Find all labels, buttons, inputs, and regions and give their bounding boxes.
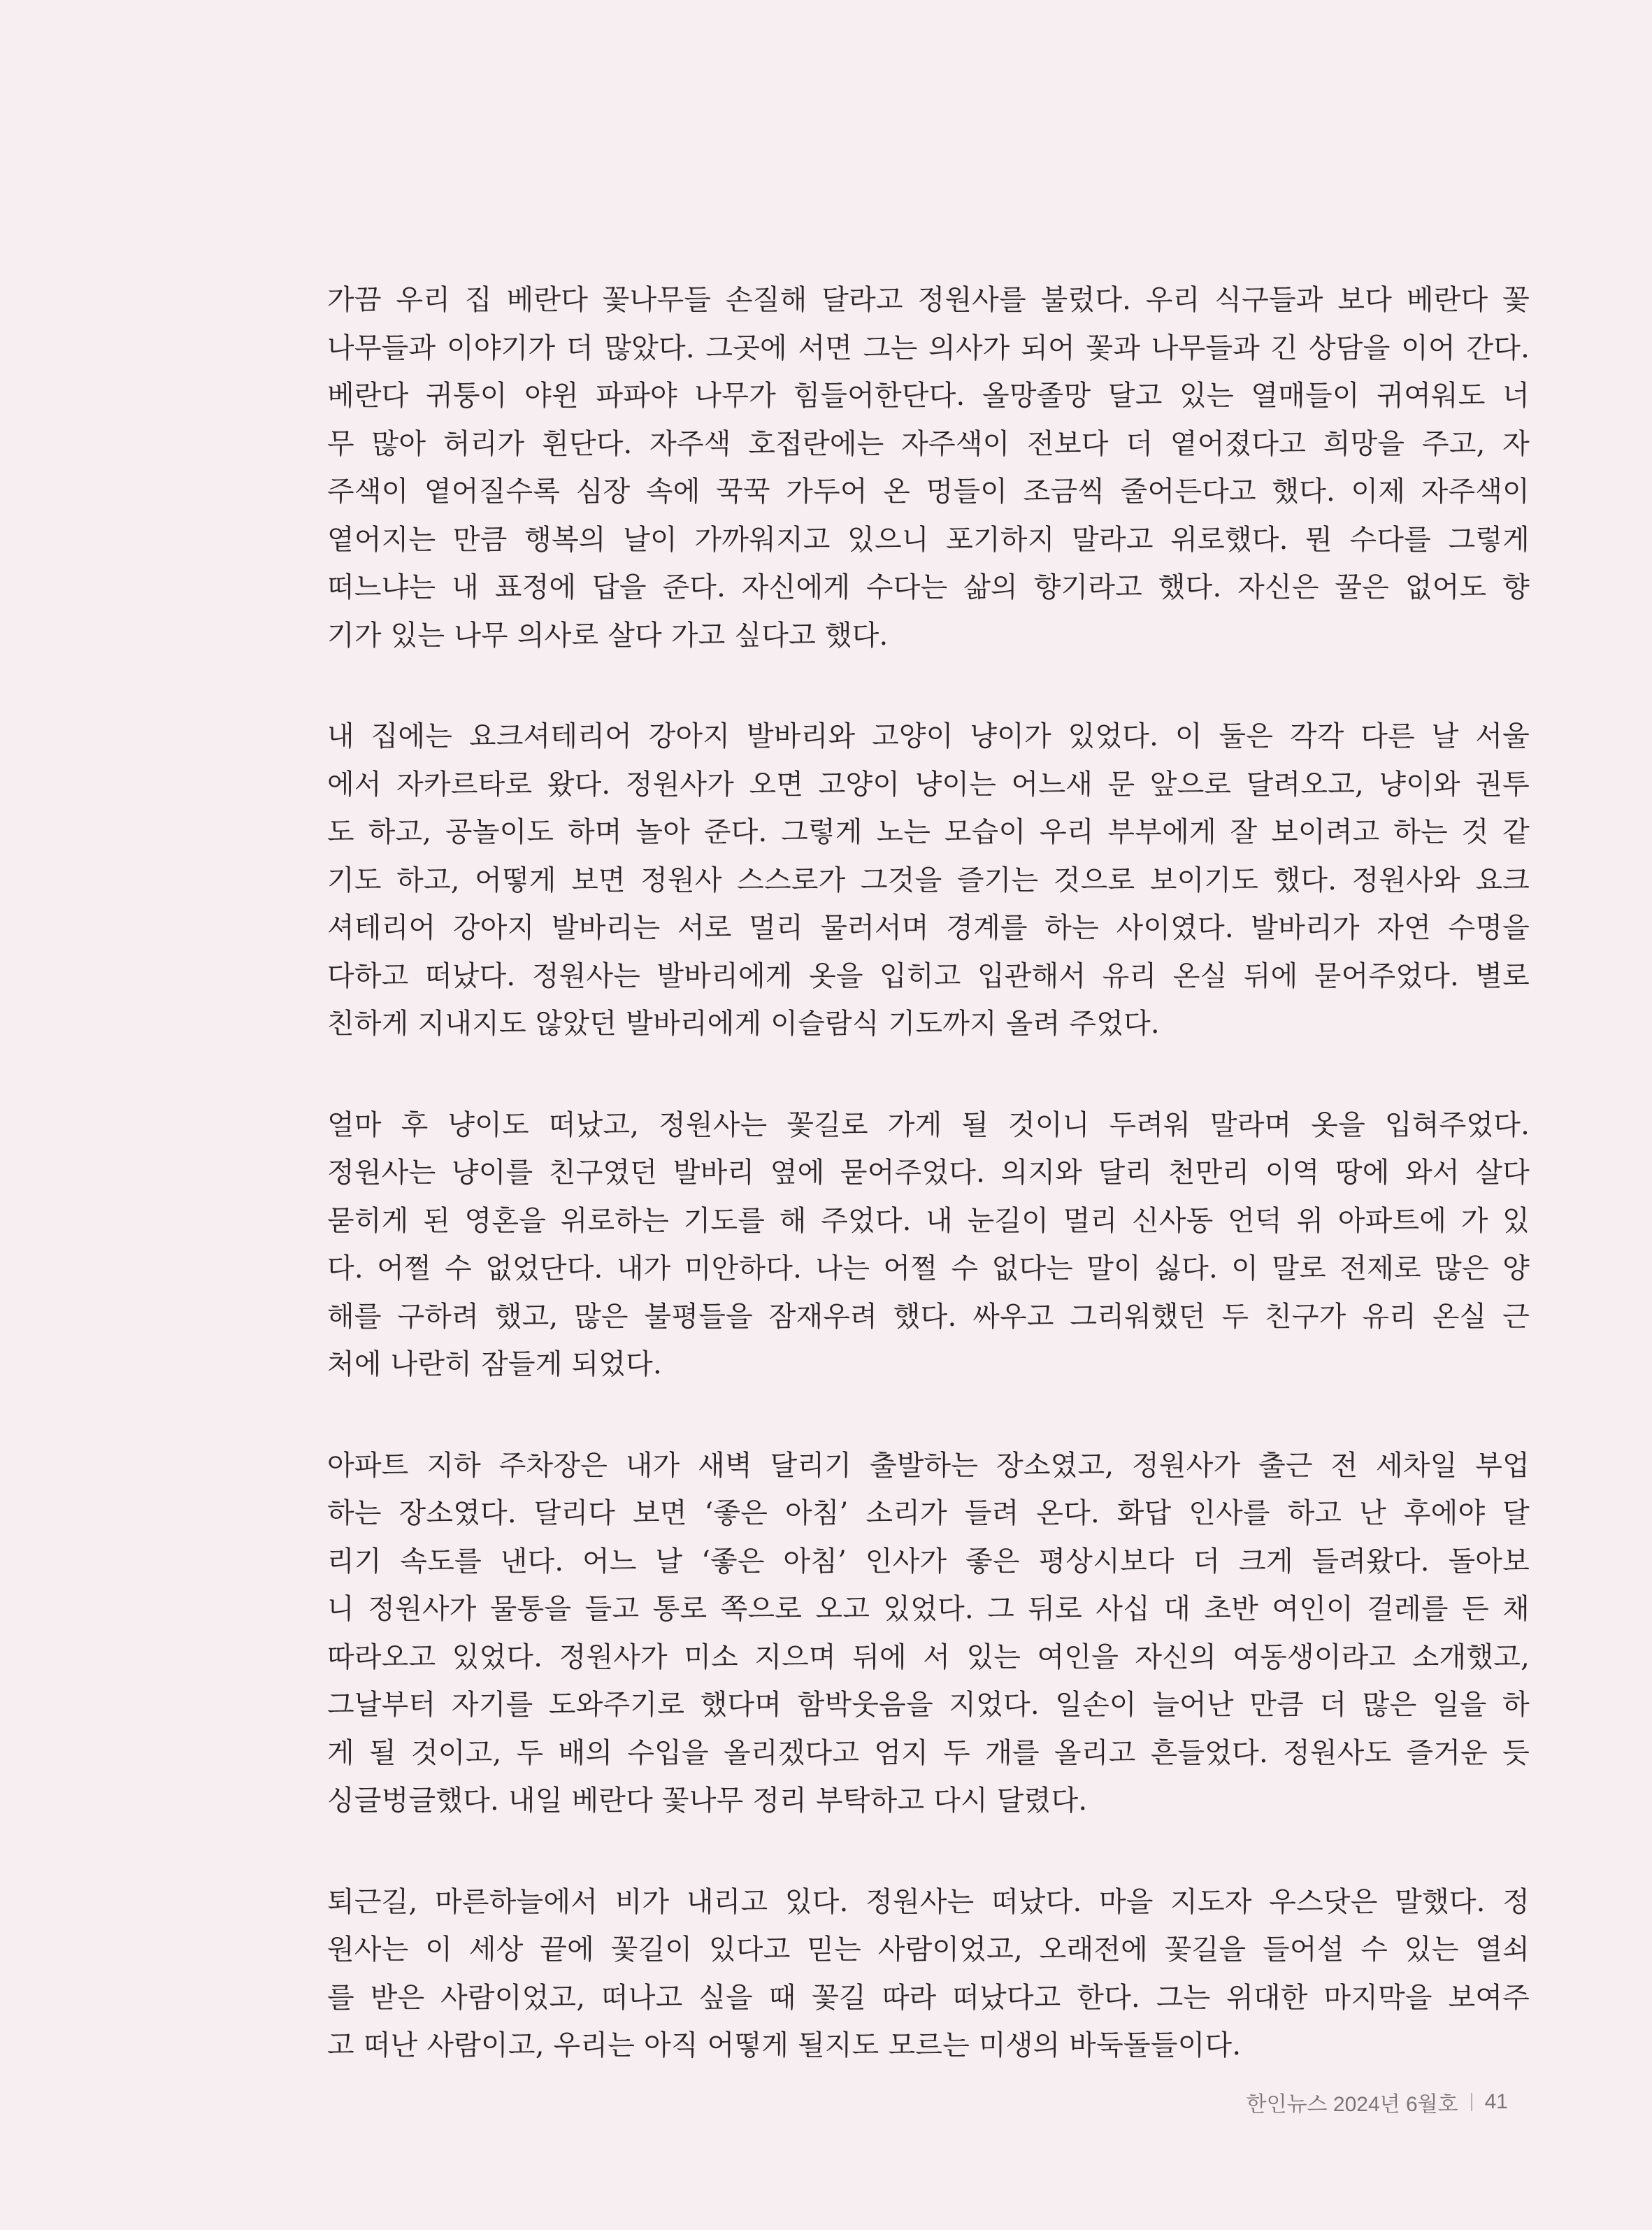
text-line: 옅어지는 만큼 행복의 날이 가까워지고 있으니 포기하지 말라고 위로했다. 뭔 수다를 그렇게	[327, 523, 1530, 556]
publication-label: 한인뉴스 2024년 6월호	[1246, 2093, 1458, 2116]
paragraph	[327, 1878, 1530, 2070]
text-line: 도 하고, 공놀이도 하며 놀아 준다. 그렇게 노는 모습이 우리 부부에게 잘 보이려고 하는 것 같	[327, 816, 1530, 848]
text-line: 싱글벙글했다. 내일 베란다 꽃나무 정리 부탁하고 다시 달렸다.	[327, 1785, 1088, 1817]
essay-body	[327, 276, 1530, 2123]
paragraph	[327, 1442, 1530, 1825]
page-number: 41	[1484, 2090, 1508, 2113]
text-line: 묻히게 된 영혼을 위로하는 기도를 해 주었다. 내 눈길이 멀리 신사동 언덕 위 아파트에 가 있	[327, 1204, 1530, 1237]
text-line: 따라오고 있었다. 정원사가 미소 지으며 뒤에 서 있는 여인을 자신의 여동생이라고 소개했고,	[327, 1641, 1530, 1673]
text-line: 리기 속도를 낸다. 어느 날 ‘좋은 아침’ 인사가 좋은 평상시보다 더 크게 들려왔다. 돌아보	[327, 1545, 1530, 1578]
text-line: 친하게 지내지도 않았던 발바리에게 이슬람식 기도까지 올려 주었다.	[327, 1008, 1160, 1040]
text-line: 처에 나란히 잠들게 되었다.	[327, 1348, 662, 1380]
text-line: 다하고 떠났다. 정원사는 발바리에게 옷을 입히고 입관해서 유리 온실 뒤에 묻어주었다. 별로	[327, 959, 1530, 992]
text-line: 떠느냐는 내 표정에 답을 준다. 자신에게 수다는 삶의 향기라고 했다. 자신은 꿀은 없어도 향	[327, 571, 1530, 603]
text-line: 베란다 귀퉁이 야윈 파파야 나무가 힘들어한단다. 올망졸망 달고 있는 열매들이 귀여워도 너	[327, 380, 1530, 412]
text-line: 내 집에는 요크셔테리어 강아지 발바리와 고양이 냥이가 있었다. 이 둘은 각각 다른 날 서울	[327, 720, 1530, 752]
text-line: 정원사는 냥이를 친구였던 발바리 옆에 묻어주었다. 의지와 달리 천만리 이역 땅에 와서 살다	[327, 1157, 1530, 1189]
text-line: 그날부터 자기를 도와주기로 했다며 함박웃음을 지었다. 일손이 늘어난 만큼 더 많은 일을 하	[327, 1689, 1530, 1721]
text-line: 셔테리어 강아지 발바리는 서로 멀리 물러서며 경계를 하는 사이였다. 발바리가 자연 수명을	[327, 912, 1530, 944]
text-line: 에서 자카르타로 왔다. 정원사가 오면 고양이 냥이는 어느새 문 앞으로 달려오고, 냥이와 권투	[327, 768, 1530, 801]
text-line: 하는 장소였다. 달리다 보면 ‘좋은 아침’ 소리가 들려 온다. 화답 인사를 하고 난 후에야 달	[327, 1497, 1530, 1529]
text-line: 기도 하고, 어떻게 보면 정원사 스스로가 그것을 즐기는 것으로 보이기도 했다. 정원사와 요크	[327, 864, 1530, 896]
text-line: 를 받은 사람이었고, 떠나고 싶을 때 꽃길 따라 떠났다고 한다. 그는 위대한 마지막을 보여주	[327, 1981, 1530, 2014]
text-line: 무 많아 허리가 휜단다. 자주색 호접란에는 자주색이 전보다 더 옅어졌다고 희망을 주고, 자	[327, 427, 1530, 460]
text-line: 게 될 것이고, 두 배의 수입을 올리겠다고 엄지 두 개를 올리고 흔들었다. 정원사도 즐거운 듯	[327, 1736, 1530, 1769]
text-line: 나무들과 이야기가 더 많았다. 그곳에 서면 그는 의사가 되어 꽃과 나무들과 긴 상담을 이어 간다.	[327, 331, 1530, 364]
text-line: 가끔 우리 집 베란다 꽃나무들 손질해 달라고 정원사를 불렀다. 우리 식구들과 보다 베란다 꽃	[327, 284, 1530, 316]
text-line: 해를 구하려 했고, 많은 불평들을 잠재우려 했다. 싸우고 그리워했던 두 친구가 유리 온실 근	[327, 1300, 1530, 1333]
text-line: 주색이 옅어질수록 심장 속에 꾹꾹 가두어 온 멍들이 조금씩 줄어든다고 했다. 이제 자주색이	[327, 476, 1530, 508]
text-line: 아파트 지하 주차장은 내가 새벽 달리기 출발하는 장소였고, 정원사가 출근 전 세차일 부업	[327, 1449, 1530, 1482]
paragraph	[327, 1101, 1530, 1389]
page-footer	[1247, 2087, 1508, 2117]
text-line: 퇴근길, 마른하늘에서 비가 내리고 있다. 정원사는 떠났다. 마을 지도자 우스닷은 말했다. 정	[327, 1885, 1530, 1918]
paragraph	[327, 276, 1530, 659]
text-line: 니 정원사가 물통을 들고 통로 쪽으로 오고 있었다. 그 뒤로 사십 대 초반 여인이 걸레를 든 채	[327, 1593, 1530, 1625]
footer-divider	[1471, 2093, 1472, 2111]
text-line: 원사는 이 세상 끝에 꽃길이 있다고 믿는 사람이었고, 오래전에 꽃길을 들어설 수 있는 열쇠	[327, 1934, 1530, 1966]
text-line: 다. 어쩔 수 없었단다. 내가 미안하다. 나는 어쩔 수 없다는 말이 싫다. 이 말로 전제로 많은 양	[327, 1252, 1530, 1285]
text-line: 고 떠난 사람이고, 우리는 아직 어떻게 될지도 모르는 미생의 바둑돌들이다.	[327, 2029, 1242, 2061]
text-line: 기가 있는 나무 의사로 살다 가고 싶다고 했다.	[327, 619, 889, 652]
text-line: 얼마 후 냥이도 떠났고, 정원사는 꽃길로 가게 될 것이니 두려워 말라며 옷을 입혀주었다.	[327, 1108, 1530, 1141]
paragraph	[327, 713, 1530, 1048]
